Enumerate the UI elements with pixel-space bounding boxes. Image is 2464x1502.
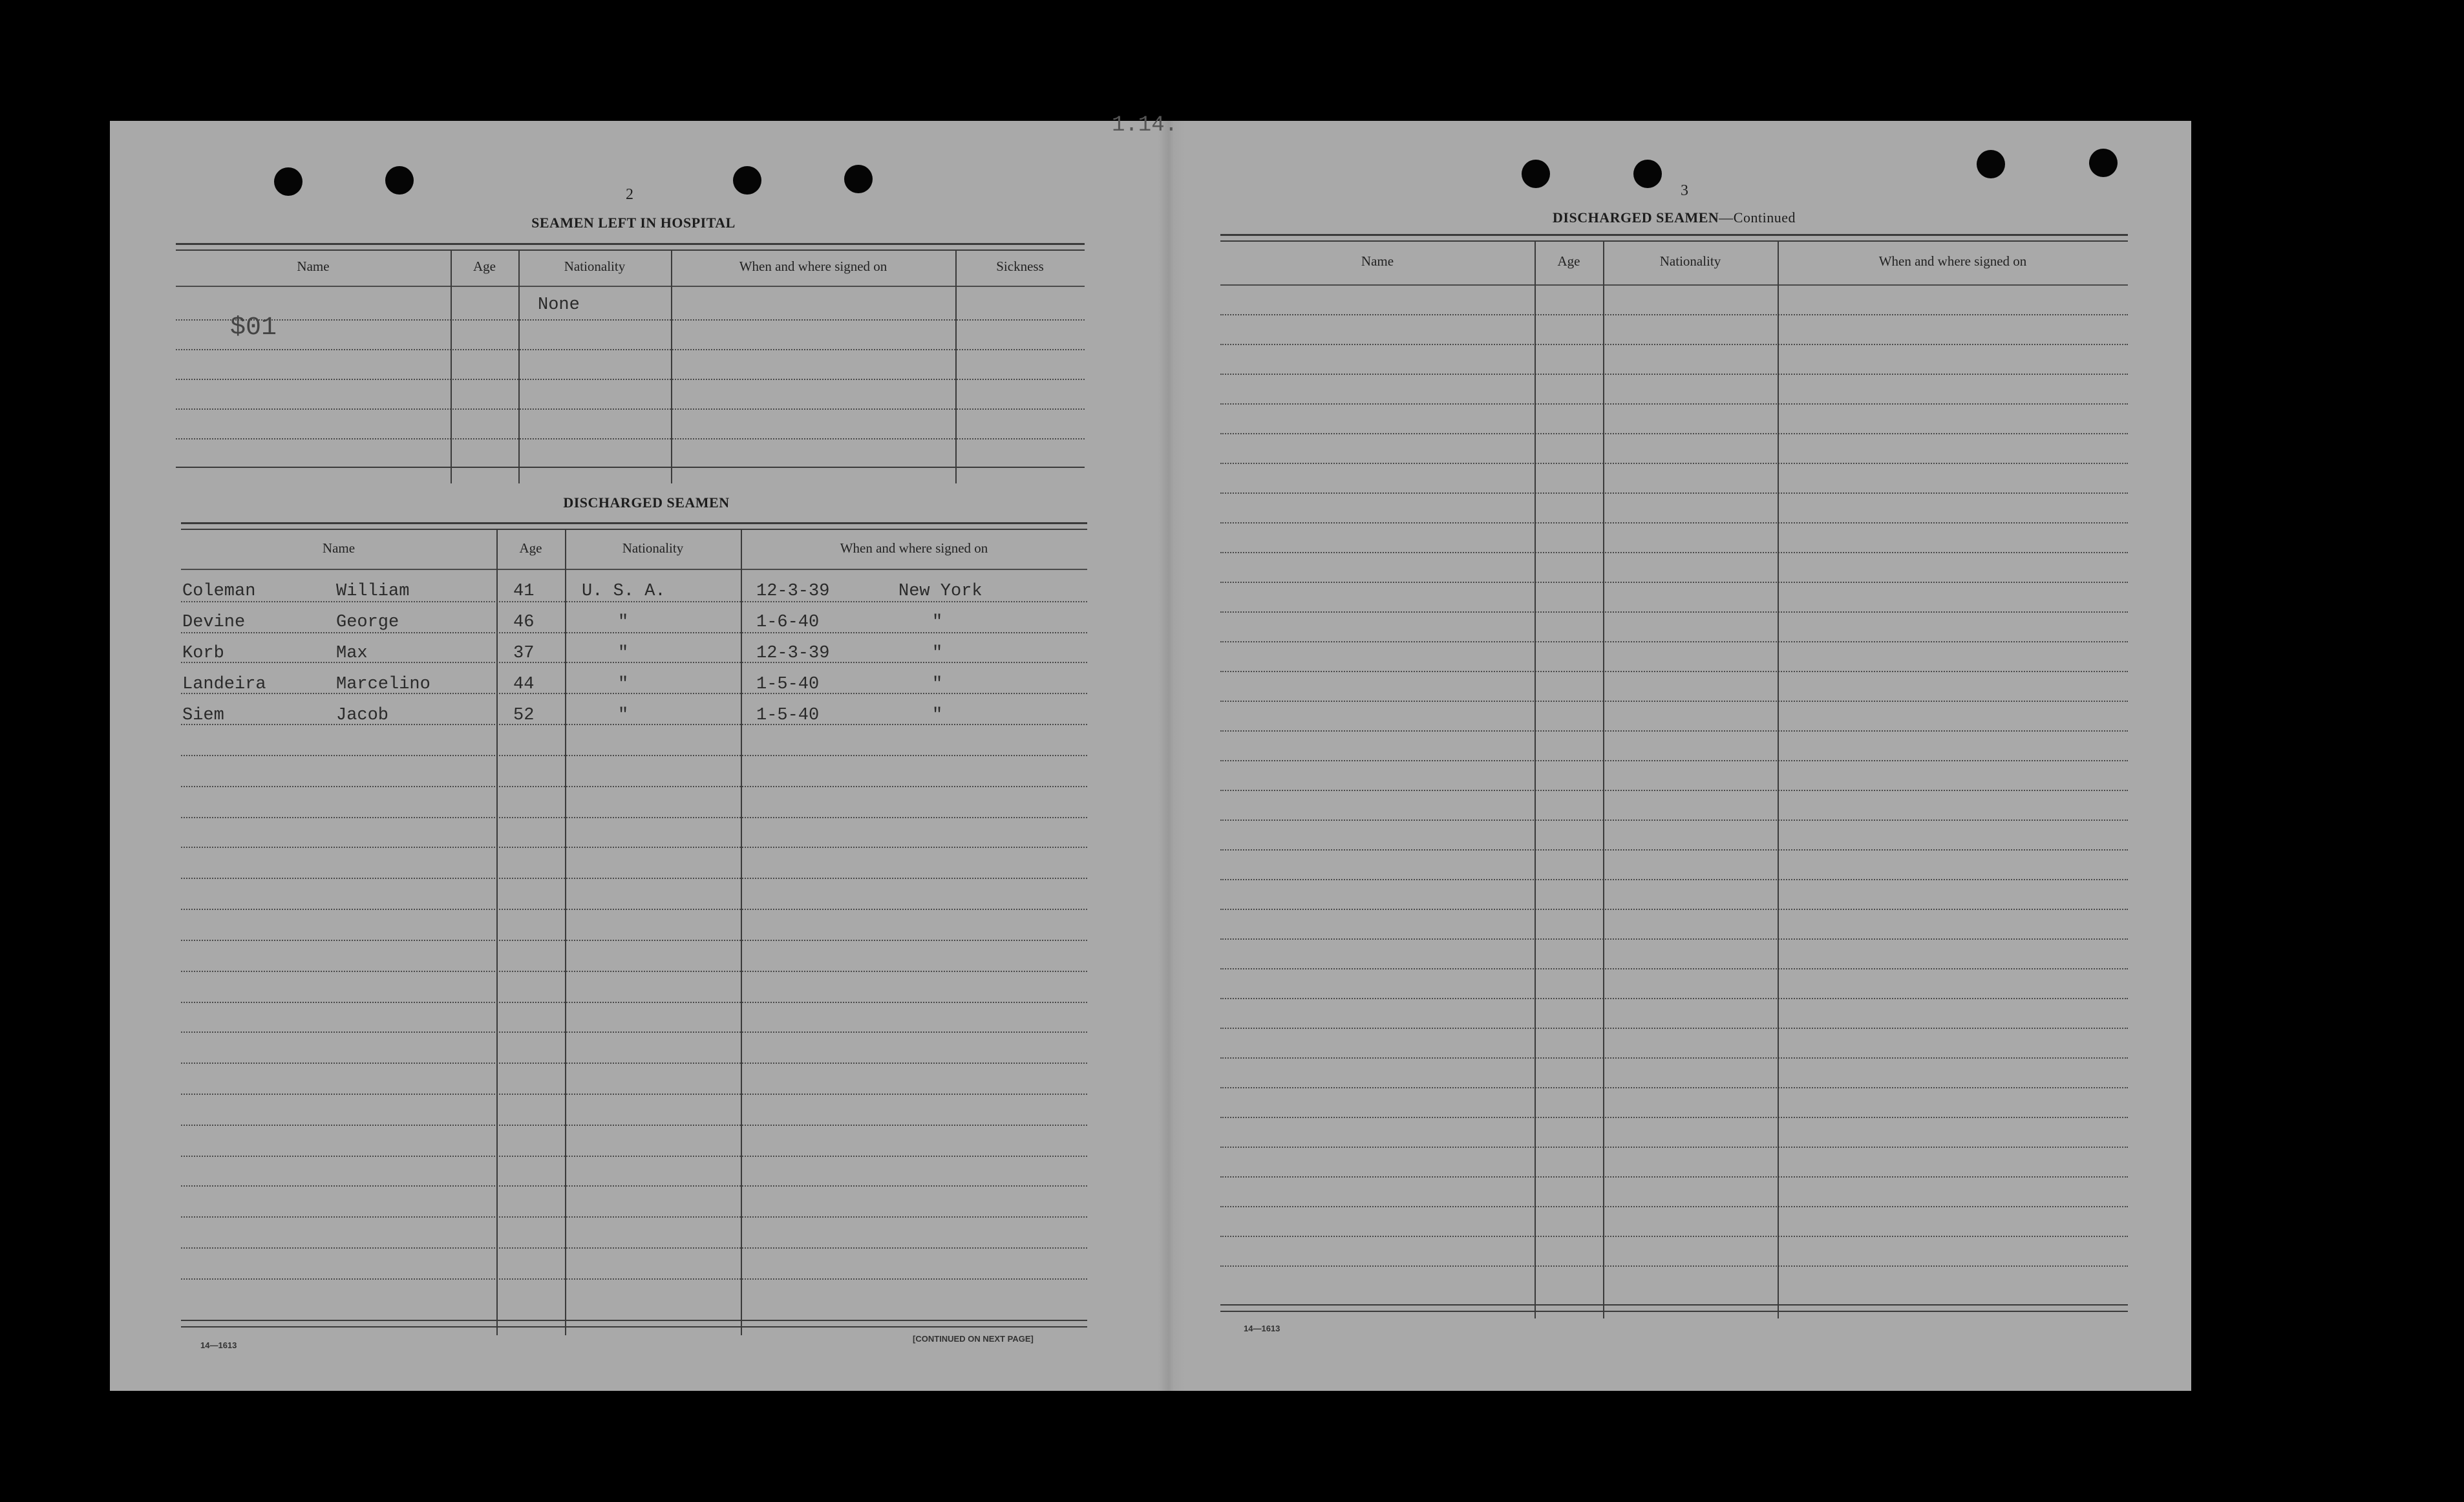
- right-header-name: Name: [1361, 253, 1394, 269]
- age: 37: [513, 644, 535, 663]
- punch-hole: [1633, 160, 1662, 188]
- hospital-header-age: Age: [473, 259, 496, 274]
- right-page-number: 3: [1681, 182, 1688, 199]
- hospital-header-name: Name: [297, 259, 330, 274]
- age: 41: [513, 582, 535, 601]
- hospital-header-sickness: Sickness: [996, 259, 1044, 274]
- right-section-title: [1215, 209, 2133, 226]
- given-name: George: [336, 613, 399, 632]
- punch-hole: [1977, 150, 2005, 178]
- signed-on-date: 1-5-40: [756, 675, 820, 694]
- discharged-header-name: Name: [322, 540, 356, 556]
- surname: Landeira: [182, 675, 266, 694]
- given-name: Max: [336, 644, 368, 663]
- punch-hole: [1522, 160, 1550, 188]
- given-name: Jacob: [336, 706, 389, 725]
- signed-on-place: ": [932, 706, 943, 725]
- right-title-suffix: —Continued: [1719, 209, 1796, 226]
- signed-on-place: ": [932, 644, 943, 663]
- left-page-number: 2: [626, 186, 633, 203]
- nationality: ": [618, 644, 629, 663]
- surname: Coleman: [182, 582, 256, 601]
- nationality: ": [618, 613, 629, 632]
- signed-on-date: 12-3-39: [756, 582, 830, 601]
- given-name: Marcelino: [336, 675, 430, 694]
- hospital-table: [176, 240, 1085, 473]
- signed-on-place: ": [932, 675, 943, 694]
- punch-hole: [274, 167, 303, 196]
- nationality: ": [618, 706, 629, 725]
- punch-hole: [844, 165, 873, 193]
- discharged-header-age: Age: [519, 540, 542, 556]
- continued-note: [CONTINUED ON NEXT PAGE]: [913, 1334, 1034, 1344]
- hospital-section-title: SEAMEN LEFT IN HOSPITAL: [531, 215, 736, 231]
- top-handwritten-mark: 1.14.: [1112, 113, 1178, 138]
- right-title-main: DISCHARGED SEAMEN: [1553, 209, 1719, 226]
- nationality: ": [618, 675, 629, 694]
- signed-on-date: 1-6-40: [756, 613, 820, 632]
- right-form-number: 14—1613: [1244, 1324, 1280, 1333]
- signed-on-date: 1-5-40: [756, 706, 820, 725]
- hospital-header-nationality: Nationality: [564, 259, 626, 274]
- nationality: U. S. A.: [582, 582, 666, 601]
- given-name: William: [336, 582, 410, 601]
- age: 46: [513, 613, 535, 632]
- right-header-nationality: Nationality: [1659, 253, 1721, 269]
- punch-hole: [385, 166, 414, 195]
- surname: Korb: [182, 644, 224, 663]
- age: 52: [513, 706, 535, 725]
- right-header-signed-on: When and where signed on: [1878, 253, 2027, 269]
- hospital-entry-none: None: [538, 295, 580, 315]
- signed-on-place: New York: [898, 582, 982, 601]
- punch-hole: [2089, 149, 2118, 177]
- surname: Siem: [182, 706, 224, 725]
- surname: Devine: [182, 613, 246, 632]
- signed-on-date: 12-3-39: [756, 644, 830, 663]
- signed-on-place: ": [932, 613, 943, 632]
- discharged-header-nationality: Nationality: [622, 540, 684, 556]
- left-form-number: 14—1613: [200, 1340, 237, 1350]
- hospital-handwritten-mark: $01: [230, 313, 277, 343]
- right-header-age: Age: [1557, 253, 1580, 269]
- discharged-section-title: DISCHARGED SEAMEN: [563, 494, 730, 511]
- center-fold: [1158, 121, 1184, 1391]
- punch-hole: [733, 166, 761, 195]
- discharged-table: [181, 521, 1087, 1329]
- discharged-header-signed-on: When and where signed on: [840, 540, 988, 556]
- discharged-continued-table: [1220, 233, 2128, 1318]
- hospital-header-signed-on: When and where signed on: [739, 259, 887, 274]
- age: 44: [513, 675, 535, 694]
